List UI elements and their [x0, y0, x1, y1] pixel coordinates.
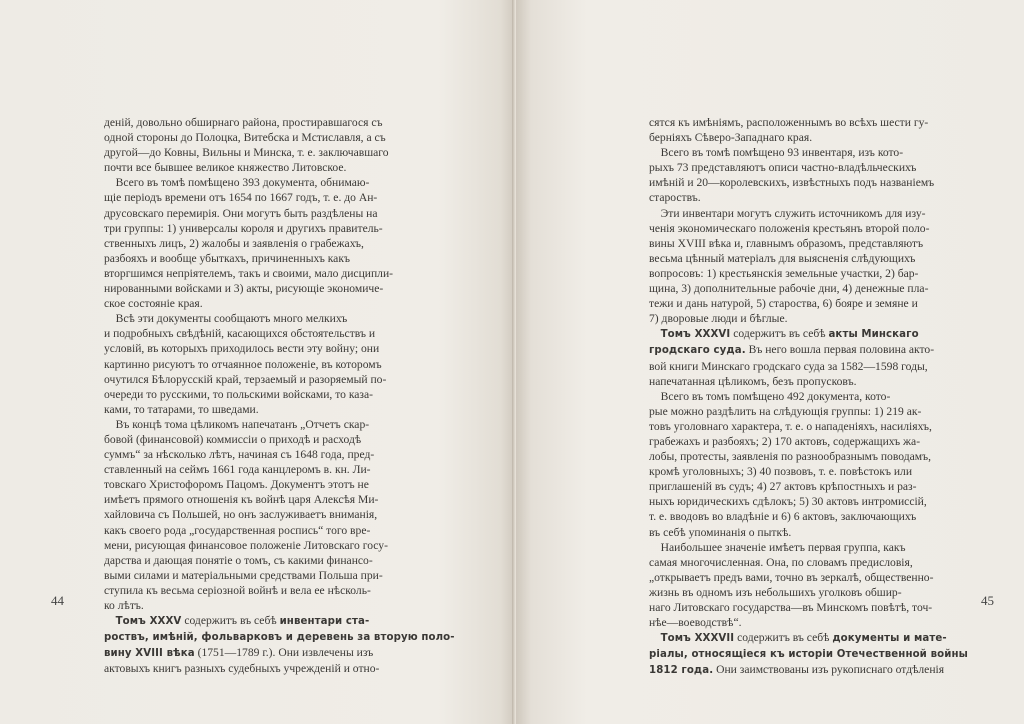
bold-text: Томъ XXXV	[115, 616, 182, 628]
text-line: Всѣ эти документы сообщаютъ много мелкихъ	[104, 312, 348, 326]
text-line: тежи и дань натурой, 5) староства, 6) бояре и земяне и	[649, 297, 918, 311]
text-line: почти все бывшее великое княжество Литовское.	[104, 161, 347, 175]
bold-text: акты Минскаго	[828, 329, 919, 341]
text-line: деній, довольно обширнаго района, простиравшагося съ	[104, 116, 383, 129]
text-line: три группы: 1) универсалы короля и другихъ правитель-	[104, 221, 383, 235]
bold-text: ріалы, относящіеся къ исторіи Отечественной войны	[649, 649, 968, 661]
text-line: другой—до Ковны, Вильны и Минска, т. е. заключавшаго	[104, 146, 389, 160]
text-line: Всего въ томъ помѣщено 492 документа, кото-	[649, 389, 891, 403]
text-line: берніяхъ Сѣверо-Западнаго края.	[649, 131, 813, 145]
text-line: Въ концѣ тома цѣликомъ напечатанъ „Отчетъ скар-	[104, 417, 370, 431]
bold-text: роствъ, имѣній, фольварковъ и деревень за вторую поло-	[104, 632, 455, 644]
text-line: разбояхъ и вообще убыткахъ, причиненныхъ какъ	[104, 251, 350, 265]
page-number: 44	[51, 593, 64, 608]
text-line: ставленный на сеймъ 1661 года канцлеромъ в. кн. Ли-	[104, 463, 371, 477]
text-line: кромѣ уголовныхъ; 3) 40 позвовъ, т. е. повѣстокъ или	[649, 465, 913, 479]
right-paragraphs-a	[649, 115, 950, 326]
bold-text: Томъ XXXVII	[660, 633, 735, 645]
text-line: Эти инвентари могутъ служить источникомъ для изу-	[649, 206, 926, 220]
text-line: 1812 года. Они заимствованы изъ рукописнаго отдѣленія	[649, 663, 945, 677]
text-line: вины XVIII вѣка и, главнымъ образомъ, представляютъ	[649, 236, 924, 250]
text-line: вопросовъ: 1) крестьянскія земельные участки, 2) бар-	[649, 266, 919, 280]
text-line: Томъ XXXV содержитъ въ себѣ инвентари ста-	[115, 614, 370, 628]
text-line: вторгшимся непріятелемъ, такъ и своими, мало дисципли-	[104, 266, 394, 280]
text-line: т. е. вводовъ во владѣніе и 6) 6 актовъ, заключающихъ	[649, 510, 917, 524]
text-line: и подробныхъ свѣдѣній, касающихся обстоятельствъ и	[104, 327, 376, 341]
text-line: картинно рисуютъ то отчаянное положеніе, въ которомъ	[104, 357, 382, 371]
text-line: выми силами и матеріальными средствами Польша при-	[104, 568, 383, 582]
bold-text: Томъ XXXVI	[660, 329, 731, 341]
text-line: Всего въ томѣ помѣщено 93 инвентаря, изъ кото-	[649, 146, 904, 160]
text-line: сятся къ имѣніямъ, расположеннымъ во всѣхъ шести гу-	[649, 116, 929, 129]
text-line: какъ своего рода „государственная роспись“ того вре-	[104, 523, 371, 537]
text-line: вой книги Минскаго гродскаго суда за 1582—1598 годы,	[649, 359, 928, 373]
text-line: одной стороны до Полоцка, Витебска и Мстиславля, а съ	[104, 131, 386, 145]
text-line: щина, 3) дополнительные рабочіе дни, 4) денежные пла-	[649, 282, 929, 296]
text-line: очереди то русскими, то польскими войсками, то каза-	[104, 387, 374, 401]
bold-text: 1812 года.	[649, 665, 714, 677]
text-line: товскаго Христофоромъ Пацомъ. Документъ этотъ не	[104, 478, 369, 492]
text-line: товъ уголовнаго характера, т. е. о нападеніяхъ, насиліяхъ,	[649, 419, 932, 433]
text-line: ко лѣтъ.	[104, 599, 144, 612]
text-line: жизнь въ одномъ изъ небольшихъ уголковъ обшир-	[649, 585, 902, 599]
text-line: имѣетъ прямого отношенія къ войнѣ царя Алексѣя Ми-	[104, 493, 379, 507]
text-line: имѣній и 20—королевскихъ, извѣстныхъ подъ названіемъ	[649, 176, 935, 190]
text-line: Наибольшее значеніе имѣетъ первая группа, какъ	[649, 540, 906, 554]
text-line: Томъ XXXVII содержитъ въ себѣ документы и мате-	[660, 631, 947, 645]
text-line: очутился Бѣлорусскій край, терзаемый и разоряемый по-	[104, 372, 387, 386]
text-line: ченія экономическаго положенія крестьянъ второй поло-	[649, 221, 930, 235]
text-line: напечатанная цѣликомъ, безъ пропусковъ.	[649, 374, 857, 388]
bold-text: гродскаго суда.	[649, 345, 746, 357]
text-line: „открываетъ предъ вами, точно въ зеркалѣ, общественно-	[649, 570, 934, 584]
text-line: приглашеній въ судъ; 4) 27 актовъ крѣпостныхъ и раз-	[649, 480, 917, 494]
text-line: друсовскаго перемирія. Они могутъ быть раздѣлены на	[104, 206, 378, 220]
text-line: нированными войсками и 3) акты, рисующіе экономиче-	[104, 282, 384, 296]
text-line: Томъ XXXVI содержитъ въ себѣ акты Минскаго	[660, 327, 919, 341]
text-line: наго Литовскаго государства—въ Минскомъ повѣтѣ, точ-	[649, 601, 933, 614]
left-text-column	[104, 115, 455, 676]
text-line: лобы, протесты, заявленія по разнообразнымъ поводамъ,	[649, 450, 931, 464]
text-line: дарства и дающая понятіе о томъ, съ какими финансо-	[104, 553, 373, 567]
text-line: вину XVIII вѣка (1751—1789 г.). Они извлечены изъ	[104, 646, 374, 660]
page-number: 45	[981, 593, 994, 608]
text-line: щіе періодъ времени отъ 1654 по 1667 годъ, т. е. до Ан-	[104, 191, 378, 205]
text-line: въ себѣ упоминанія о пыткѣ.	[649, 525, 792, 539]
text-line: рые можно раздѣлить на слѣдующія группы: 1) 219 ак-	[649, 404, 922, 418]
text-line: ступила къ весьма серіозной войнѣ и вела ее нѣсколь-	[104, 583, 371, 597]
text-line: ское состояніе края.	[104, 297, 203, 311]
text-line: ками, то татарами, то шведами.	[104, 402, 259, 416]
text-line: актовыхъ книгъ разныхъ судебныхъ учрежденій и отно-	[104, 662, 380, 676]
text-line: самая многочисленная. Она, по словамъ предисловія,	[649, 555, 913, 569]
text-line: ныхъ юридическихъ сдѣлокъ; 5) 30 актовъ интромиссій,	[649, 495, 927, 509]
text-line: рыхъ 73 представляютъ описи частно-владѣльческихъ	[649, 161, 917, 175]
text-line: ственныхъ лицъ, 2) жалобы и заявленія о грабежахъ,	[104, 236, 364, 250]
text-line: староствъ.	[649, 191, 701, 205]
text-line: гродскаго суда. Въ него вошла первая половина акто-	[649, 343, 935, 357]
text-line	[649, 646, 968, 662]
text-line: мени, рисующая финансовое положеніе Литовскаго госу-	[104, 538, 388, 552]
text-line: нѣе—воеводствѣ“.	[649, 616, 742, 630]
text-line: хайловича съ Польшей, но онъ заслуживаетъ вниманія,	[104, 508, 378, 522]
right-paragraphs-b	[649, 359, 950, 631]
right-text-column	[649, 115, 968, 678]
text-line: бовой (финансовой) коммиссіи о приходѣ и расходѣ	[104, 432, 362, 446]
text-line: Всего въ томѣ помѣщено 393 документа, обнимаю-	[104, 176, 370, 190]
bold-text: документы и мате-	[832, 633, 947, 645]
text-line	[104, 629, 455, 645]
text-line: грабежахъ и разбояхъ; 2) 170 актовъ, содержащихъ жа-	[649, 434, 921, 448]
text-line: условій, въ которыхъ приходилось вести эту войну; они	[104, 342, 380, 356]
text-line: 7) дворовые люди и бѣглые.	[649, 312, 788, 326]
text-line: суммъ“ за нѣсколько лѣтъ, начиная съ 1648 года, пред-	[104, 448, 375, 462]
bold-text: вину XVIII вѣка	[104, 648, 195, 660]
bold-text: инвентари ста-	[279, 616, 370, 628]
left-paragraphs	[104, 115, 396, 613]
text-line: весьма цѣнный матеріалъ для выясненія слѣдующихъ	[649, 251, 916, 265]
right-page	[516, 0, 1024, 724]
